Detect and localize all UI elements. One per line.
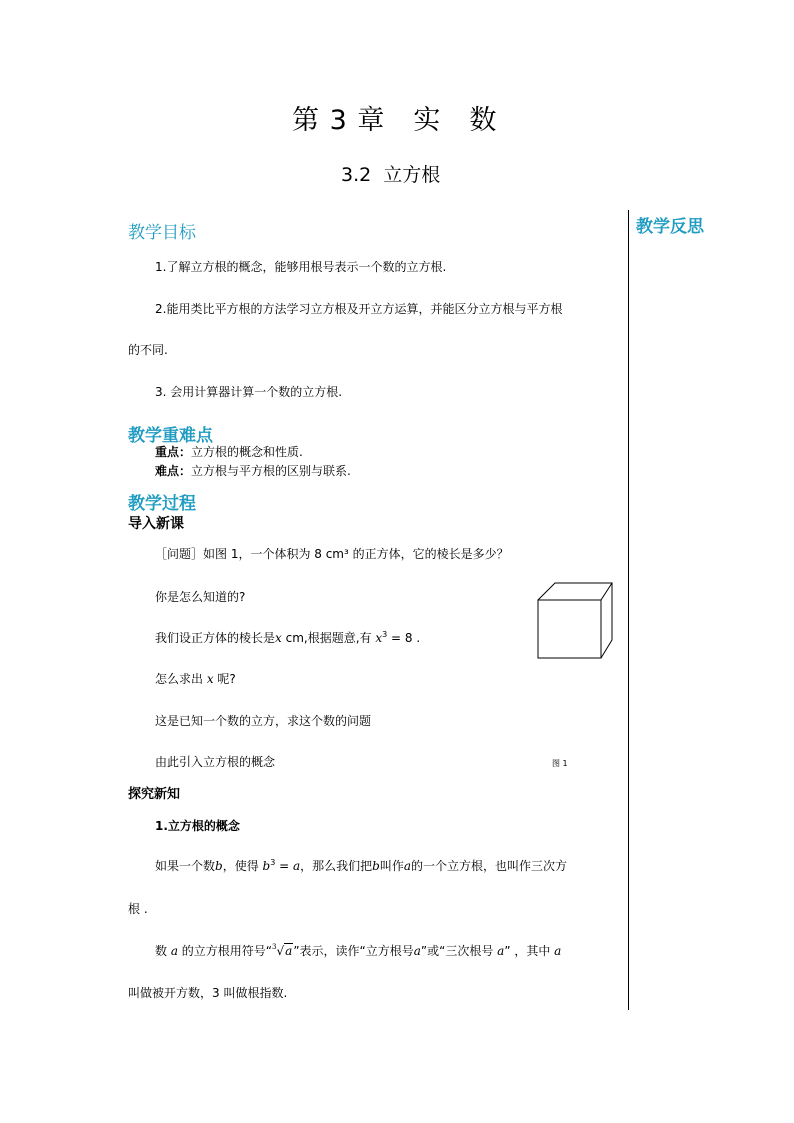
question-3: 我们设正方体的棱长是x cm,根据题意,有 $x^3 = 8$ . <box>155 630 421 645</box>
cube-side-face <box>601 583 612 658</box>
figure-label: 图 1 <box>552 759 568 768</box>
question-5: 这是已知一个数的立方，求这个数的问题 <box>155 714 372 728</box>
focus-label: 重点： <box>155 445 192 459</box>
intro-heading: 导入新课 <box>128 516 184 532</box>
objective-item-3: 3. 会用计算器计算一个数的立方根. <box>155 385 343 399</box>
difficulty-text: 立方根与平方根的区别与联系. <box>191 464 351 478</box>
chapter-title <box>292 98 497 137</box>
cube-root-symbol: $^3$√a <box>272 943 293 958</box>
explore-heading: 探究新知 <box>128 787 181 802</box>
margin-divider <box>628 210 629 1010</box>
section-name: 立方根 <box>383 164 441 186</box>
difficulty-label: 难点： <box>155 464 192 478</box>
process-heading: 教学过程 <box>128 494 196 514</box>
question-2: 你是怎么知道的? <box>155 590 246 604</box>
question-4: 怎么求出 x 呢? <box>155 672 236 686</box>
key-points-heading: 教学重难点 <box>128 426 213 446</box>
objective-item-2-line1: 2.能用类比平方根的方法学习立方根及开立方运算，并能区分立方根与平方根 <box>155 302 563 316</box>
objectives-heading: 教学目标 <box>128 223 196 243</box>
chapter-number: 第 3 章 <box>292 105 386 136</box>
focus-text: 立方根的概念和性质. <box>191 445 303 459</box>
question-6: 由此引入立方根的概念 <box>155 755 276 769</box>
chapter-word-1: 实 <box>413 105 442 136</box>
concept-heading: 1.立方根的概念 <box>155 819 240 833</box>
section-number: 3.2 <box>341 164 372 186</box>
focus-line <box>155 443 303 460</box>
objective-item-2-line2: 的不同. <box>128 343 168 357</box>
cube-top-face <box>538 583 612 600</box>
notation-line1: 数 a 的立方根用符号“$^3$√a”表示，读作“立方根号a”或“三次根号 a” ，其中 a <box>155 943 562 958</box>
difficulty-line <box>155 462 351 479</box>
objective-item-1: 1.了解立方根的概念，能够用根号表示一个数的立方根. <box>155 260 447 274</box>
notation-line2: 叫做被开方数，3 叫做根指数. <box>128 986 288 1000</box>
definition-line1: 如果一个数b，使得 $b^3 = a$，那么我们把b叫作a的一个立方根，也叫作三次方 <box>155 858 568 873</box>
cube-front-face <box>538 600 601 658</box>
definition-line2: 根 . <box>128 902 148 916</box>
section-title <box>341 160 440 187</box>
chapter-word-2: 数 <box>469 105 498 136</box>
question-1: ［问题］如图 1，一个体积为 8 cm³ 的正方体，它的棱长是多少？ <box>155 547 509 561</box>
reflection-heading: 教学反思 <box>636 217 704 237</box>
cube-figure <box>530 580 620 664</box>
